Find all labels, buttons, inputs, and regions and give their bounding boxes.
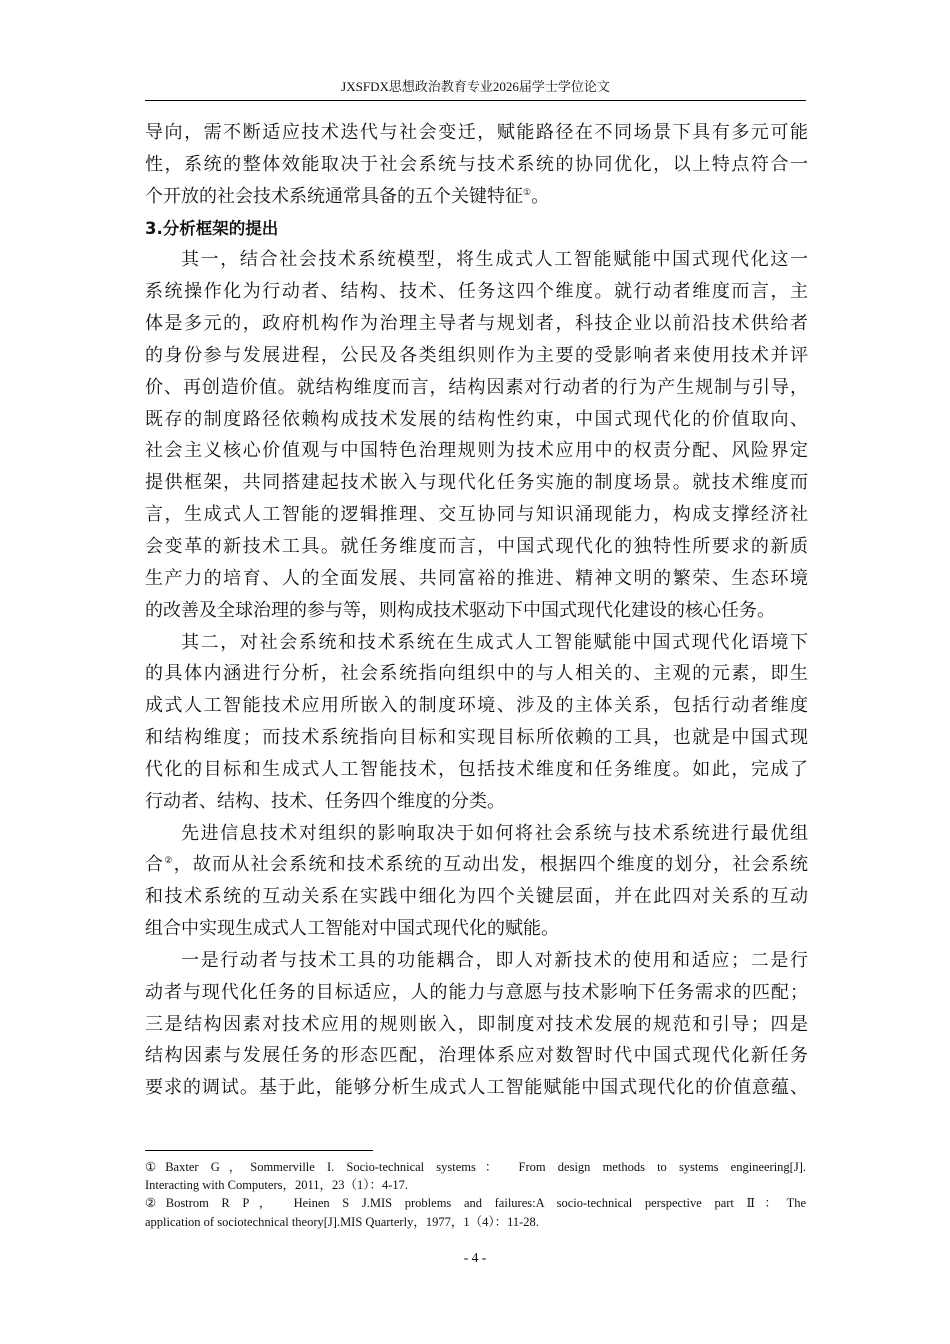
body-line: 性，系统的整体效能取决于社会系统与技术系统的协同优化，以上特点符合一: [145, 153, 808, 175]
body-line: 代化的目标和生成式人工智能技术，包括技术维度和任务维度。如此，完成了: [145, 758, 808, 780]
body-line: 要求的调试。基于此，能够分析生成式人工智能赋能中国式现代化的价值意蕴、: [145, 1077, 808, 1099]
footnotes: [145, 1158, 806, 1231]
footnote-line: ②Bostrom R P， Heinen S J.MIS problems and failures:A socio-technical perspective part Ⅱ：The: [145, 1196, 806, 1211]
footnote-ref-1[interactable]: ①: [523, 187, 532, 198]
body-line: 动者与现代化任务的目标适应，人的能力与意愿与技术影响下任务需求的匹配；: [145, 981, 808, 1003]
body-line: 提供框架，共同搭建起技术嵌入与现代化任务实施的制度场景。就技术维度而: [145, 472, 808, 494]
sentence-end: 。: [531, 185, 550, 207]
body-line: 社会主义核心价值观与中国特色治理规则为技术应用中的权责分配、风险界定: [145, 440, 808, 462]
section-heading: 3.分析框架的提出: [145, 218, 279, 238]
body-line: 既存的制度路径依赖构成技术发展的结构性约束，中国式现代化的价值取向、: [145, 408, 808, 430]
body-line-text: 个开放的社会技术系统通常具备的五个关键特征: [145, 185, 523, 207]
body-line: 结构因素与发展任务的形态匹配，治理体系应对数智时代中国式现代化新任务: [145, 1045, 808, 1067]
body-line: 和技术系统的互动关系在实践中细化为四个关键层面，并在此四对关系的互动: [145, 886, 808, 908]
body-line: 组合中实现生成式人工智能对中国式现代化的赋能。: [145, 918, 559, 940]
body-line: 三是结构因素对技术应用的规则嵌入，即制度对技术发展的规范和引导；四是: [145, 1013, 808, 1035]
body-line: 生产力的培育、人的全面发展、共同富裕的推进、精神文明的繁荣、生态环境: [145, 567, 808, 589]
body-line: 言，生成式人工智能的逻辑推理、交互协同与知识涌现能力，构成支撑经济社: [145, 504, 808, 526]
page-number: - 4 -: [463, 1250, 487, 1265]
body-line: [145, 181, 808, 213]
body-line: 和结构维度；而技术系统指向目标和实现目标所依赖的工具，也就是中国式现: [145, 727, 808, 749]
footnote-line: ①Baxter G，Sommerville I. Socio-technical systems： From design methods to systems engineering[J].: [145, 1160, 806, 1174]
body-line: 一是行动者与技术工具的功能耦合，即人对新技术的使用和适应；二是行: [181, 949, 808, 971]
body-line: 的身份参与发展进程，公民及各类组织则作为主要的受影响者来使用技术并评: [145, 344, 808, 366]
body-line: 先进信息技术对组织的影响取决于如何将社会系统与技术系统进行最优组: [181, 822, 808, 844]
body-line: 体是多元的，政府机构作为治理主导者与规划者，科技企业以前沿技术供给者: [145, 313, 808, 335]
body-line: 的具体内涵进行分析，社会系统指向组织中的与人相关的、主观的元素，即生: [145, 663, 808, 685]
footnote-line: Interacting with Computers，2011，23（1）：4-17.: [145, 1178, 409, 1193]
body-line: 其二，对社会系统和技术系统在生成式人工智能赋能中国式现代化语境下: [181, 631, 808, 653]
body-line: 行动者、结构、技术、任务四个维度的分类。: [145, 790, 505, 812]
body-line: 成式人工智能技术应用所嵌入的制度环境、涉及的主体关系，包括行动者维度: [145, 695, 808, 717]
body-line: [145, 849, 808, 881]
header-rule: [145, 100, 806, 101]
body-line: 的改善及全球治理的参与等，则构成技术驱动下中国式现代化建设的核心任务。: [145, 599, 775, 621]
body-line-text: 合: [145, 854, 165, 876]
footnote-separator: [145, 1150, 373, 1151]
body-line: 导向，需不断适应技术迭代与社会变迁，赋能路径在不同场景下具有多元可能: [145, 122, 808, 143]
body-line-text: ，故而从社会系统和技术系统的互动出发，根据四个维度的划分，社会系统: [173, 854, 809, 876]
footnote-line: application of sociotechnical theory[J].MIS Quarterly，1977，1（4）：11-28.: [145, 1214, 539, 1229]
footnote-ref-2[interactable]: ②: [164, 856, 174, 867]
body-text: [145, 117, 808, 1104]
running-header: JXSFDX思想政治教育专业2026届学士学位论文: [341, 79, 610, 94]
body-line: 价、再创造价值。就结构维度而言，结构因素对行动者的行为产生规制与引导，: [145, 376, 808, 398]
body-line: 其一，结合社会技术系统模型，将生成式人工智能赋能中国式现代化这一: [181, 249, 808, 271]
body-line: 系统操作化为行动者、结构、技术、任务这四个维度。就行动者维度而言，主: [145, 281, 808, 303]
body-line: 会变革的新技术工具。就任务维度而言，中国式现代化的独特性所要求的新质: [145, 535, 808, 557]
